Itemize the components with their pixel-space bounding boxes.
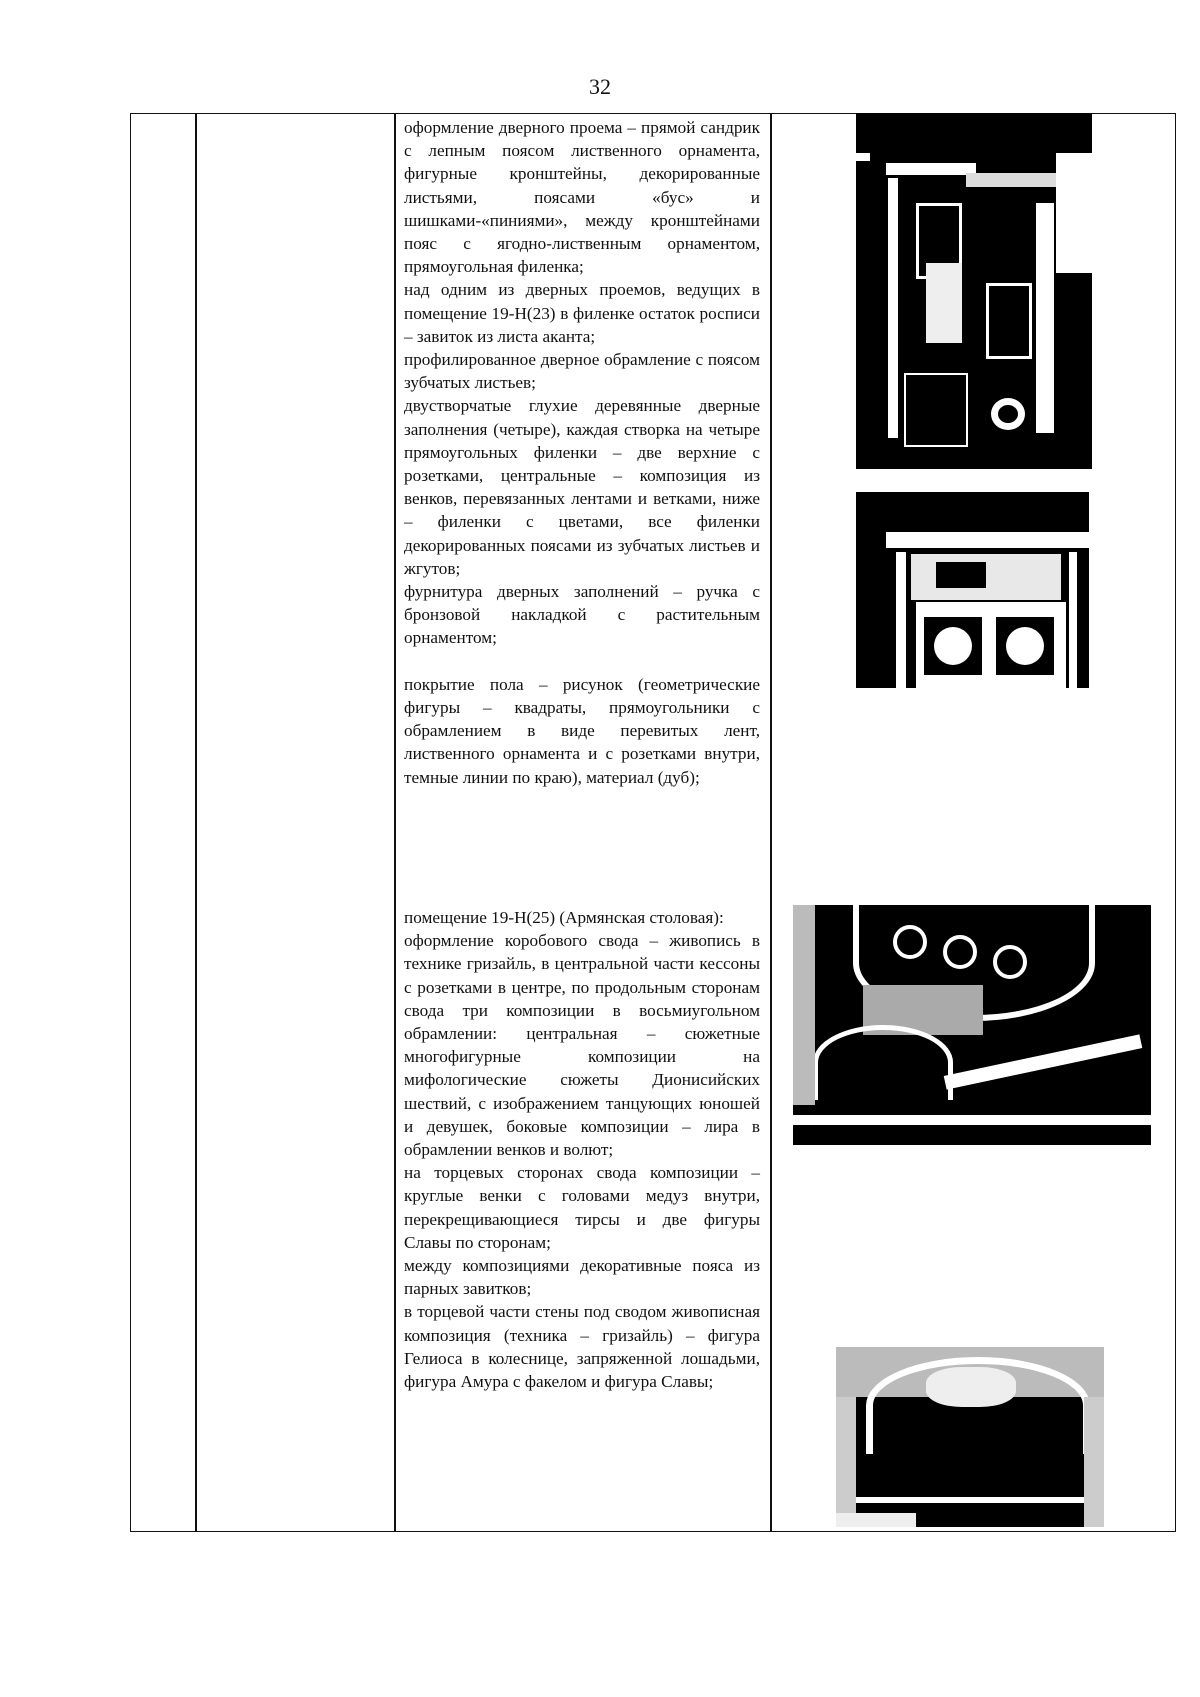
description-doors-and-floor: оформление дверного проема – прямой сандрик с лепным поясом лиственного орнамента, фигурные кронштейны, декорированные листьями, поясами «бус» и шишками-«пиниями», между кронштейнами пояс с ягодно-лиственным орнаментом, прямоугольная филенка; над одним из дверных проемов, ведущих в помещение 19-Н(23) в филенке остаток росписи – завиток из листа аканта; профилированное дверное обрамление с поясом зубчатых листьев; двустворчатые глухие деревянные дверные заполнения (четыре), каждая створка на четыре прямоугольных филенки – две верхние с розетками, центральные – композиция из венков, перевязанных лентами и ветками, ниже – филенки с цветами, все филенки декорированных поясами из зубчатых листьев и жгутов; фурнитура дверных заполнений – ручка с бронзовой накладкой с растительным орнаментом; покрытие пола – рисунок (геометрические фигуры – квадраты, прямоугольники с обрамлением в виде перевитых лент, лиственного орнамента и с розетками внутри, темные линии по краю), материал (дуб);	[404, 118, 760, 787]
column-divider	[195, 113, 197, 1532]
column-divider	[770, 113, 772, 1532]
column-divider	[394, 113, 396, 1532]
description-armenian-dining-room: помещение 19-Н(25) (Армянская столовая): оформление коробового свода – живопись в технике гризайль, в центральной части кессоны с розетками в центре, по продольным сторонам свода три композиции в восьмиугольном обрамлении: центральная – сюжетные многофигурные композиции на мифологические сюжеты Дионисийских шествий, с изображением танцующих юношей и девушек, боковые композиции – лира в обрамлении венков и волют; на торцевых сторонах свода композиции – круглые венки с головами медуз внутри, перекрещивающиеся тирсы и две фигуры Славы по сторонам; между композициями декоративные пояса из парных завитков; в торцевой части стены под сводом живописная композиция (техника – гризайль) – фигура Гелиоса в колеснице, запряженной лошадьми, фигура Амура с факелом и фигура Славы;	[404, 908, 760, 1392]
photo-door-portal	[856, 113, 1092, 469]
photo-vault-ceiling	[793, 905, 1151, 1145]
photo-end-wall	[836, 1347, 1104, 1527]
page-number: 32	[589, 74, 611, 99]
photo-door-detail	[856, 492, 1089, 688]
